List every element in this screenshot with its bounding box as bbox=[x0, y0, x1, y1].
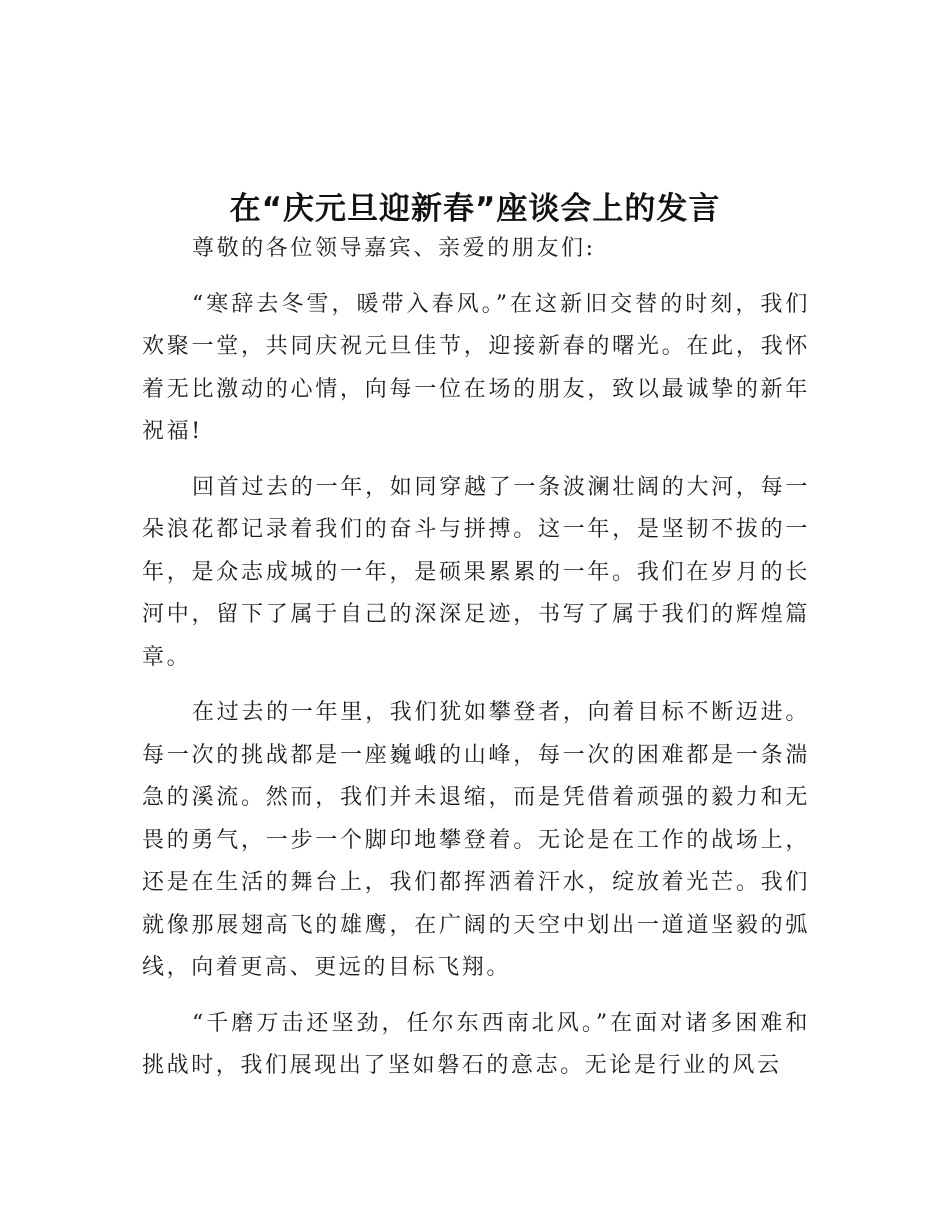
body-paragraph: “千磨万击还坚劲，任尔东西南北风。”在面对诸多困难和挑战时，我们展现出了坚如磐石的意志。无论是行业的风云 bbox=[142, 1010, 810, 1078]
body-paragraph: 回首过去的一年，如同穿越了一条波澜壮阔的大河，每一朵浪花都记录着我们的奋斗与拼搏。这一年，是坚韧不拔的一年，是众志成城的一年，是硕果累累的一年。我们在岁月的长河中，留下了属于自己的深深足迹，书写了属于我们的辉煌篇章。 bbox=[142, 474, 810, 670]
document-body bbox=[142, 228, 810, 1101]
document-title: 在“庆元旦迎新春”座谈会上的发言 bbox=[229, 190, 721, 227]
salutation-paragraph: 尊敬的各位领导嘉宾、亲爱的朋友们: bbox=[192, 236, 596, 261]
body-paragraph: 在过去的一年里，我们犹如攀登者，向着目标不断迈进。每一次的挑战都是一座巍峨的山峰，每一次的困难都是一条湍急的溪流。然而，我们并未退缩，而是凭借着顽强的毅力和无畏的勇气，一步一个脚印地攀登着。无论是在工作的战场上，还是在生活的舞台上，我们都挥洒着汗水，绽放着光芒。我们就像那展翅高飞的雄鹰，在广阔的天空中划出一道道坚毅的弧线，向着更高、更远的目标飞翔。 bbox=[142, 700, 810, 980]
body-paragraph: “寒辞去冬雪，暖带入春风。”在这新旧交替的时刻，我们欢聚一堂，共同庆祝元旦佳节，迎接新春的曙光。在此，我怀着无比激动的心情，向每一位在场的朋友，致以最诚挚的新年祝福! bbox=[142, 291, 810, 444]
